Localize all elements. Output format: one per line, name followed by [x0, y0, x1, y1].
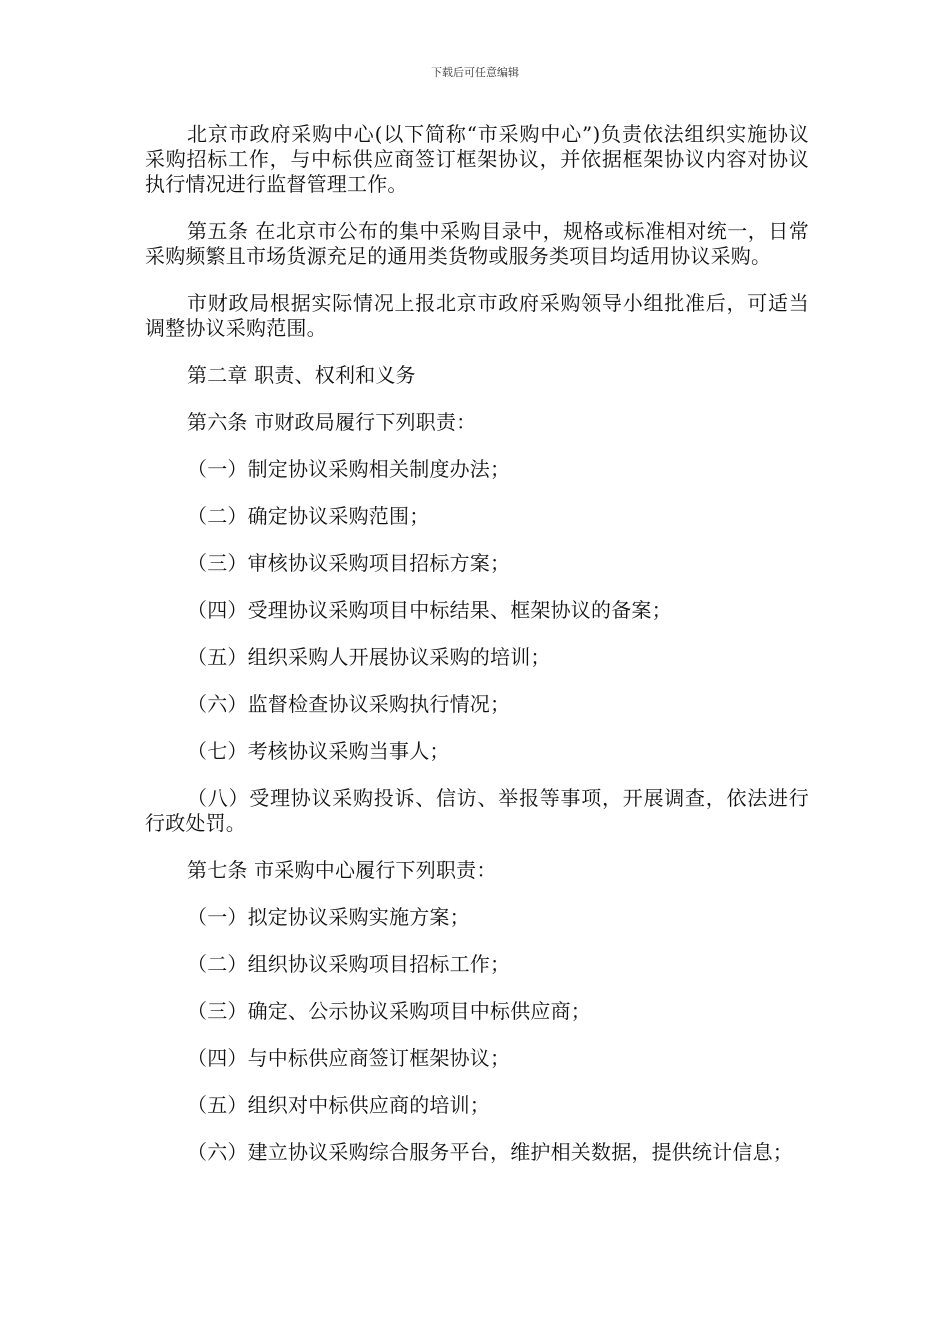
paragraph-article-6: 第六条 市财政局履行下列职责：: [187, 410, 477, 434]
list-item: （一）制定协议采购相关制度办法；: [187, 457, 511, 481]
list-item: （四）受理协议采购项目中标结果、框架协议的备案；: [187, 598, 672, 622]
list-item: （六）建立协议采购综合服务平台，维护相关数据，提供统计信息；: [187, 1140, 793, 1164]
paragraph-scope-adjustment: 市财政局根据实际情况上报北京市政府采购领导小组批准后，可适当调整协议采购范围。: [145, 291, 809, 340]
list-item: （一）拟定协议采购实施方案；: [187, 905, 470, 929]
paragraph-article-7: 第七条 市采购中心履行下列职责：: [187, 858, 497, 882]
list-item: （八）受理协议采购投诉、信访、举报等事项，开展调查，依法进行行政处罚。: [145, 786, 809, 835]
paragraph-procurement-center: 北京市政府采购中心(以下简称“市采购中心”)负责依法组织实施协议采购招标工作，与中标供应商签订框架协议，并依据框架协议内容对协议执行情况进行监督管理工作。: [145, 122, 809, 196]
document-body: [145, 122, 809, 1165]
list-item: （二）确定协议采购范围；: [187, 504, 430, 528]
chapter-2-heading: 第二章 职责、权利和义务: [187, 363, 416, 387]
list-item: （七）考核协议采购当事人；: [187, 739, 450, 763]
page-header: 下载后可任意编辑: [431, 66, 519, 79]
list-item: （六）监督检查协议采购执行情况；: [187, 692, 511, 716]
list-item: （四）与中标供应商签订框架协议；: [187, 1046, 511, 1070]
list-item: （三）确定、公示协议采购项目中标供应商；: [187, 999, 591, 1023]
list-item: （五）组织对中标供应商的培训；: [187, 1093, 490, 1117]
list-item: （二）组织协议采购项目招标工作；: [187, 952, 511, 976]
list-item: （五）组织采购人开展协议采购的培训；: [187, 645, 551, 669]
paragraph-article-5: 第五条 在北京市公布的集中采购目录中，规格或标准相对统一，日常采购频繁且市场货源充足的通用类货物或服务类项目均适用协议采购。: [145, 219, 809, 268]
list-item: （三）审核协议采购项目招标方案；: [187, 551, 511, 575]
